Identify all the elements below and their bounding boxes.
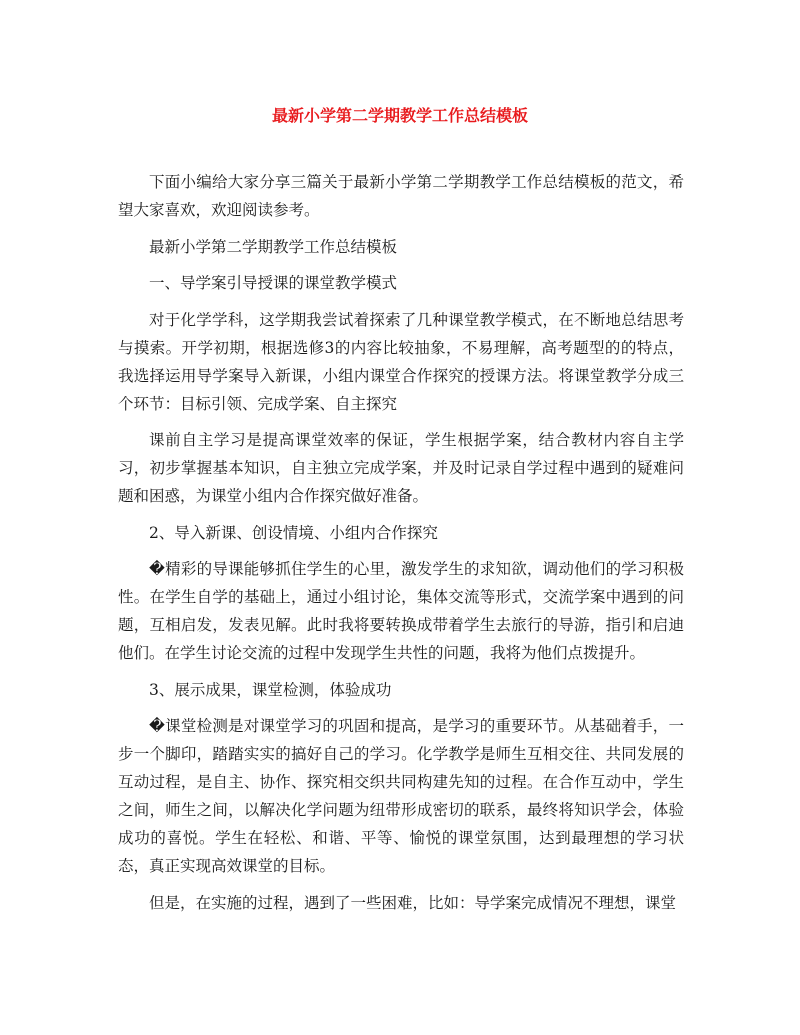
section-heading-2: 2、导入新课、创设情境、小组内合作探究	[149, 523, 438, 542]
paragraph-intro: 下面小编给大家分享三篇关于最新小学第二学期教学工作总结模板的范文，希望大家喜欢，欢迎阅读参考。	[118, 173, 684, 219]
paragraph-subtitle: 最新小学第二学期教学工作总结模板	[149, 237, 398, 256]
paragraph: �精彩的导课能够抓住学生的心里，激发学生的求知欲，调动他们的学习积极性。在学生自学的基础上，通过小组讨论，集体交流等形式，交流学案中遇到的问题，互相启发，发表见解。此时我将要转换成带着学生去旅行的导游，指引和启迪他们。在学生讨论交流的过程中发现学生共性的问题，我将为他们点拨提升。	[118, 560, 684, 662]
paragraph: 课前自主学习是提高课堂效率的保证，学生根据学案，结合教材内容自主学习，初步掌握基本知识，自主独立完成学案，并及时记录自学过程中遇到的疑难问题和困惑，为课堂小组内合作探究做好准备。	[118, 431, 684, 505]
paragraph: 但是，在实施的过程，遇到了一些困难，比如：导学案完成情况不理想，课堂	[149, 893, 677, 912]
section-heading-1: 一、导学案引导授课的课堂教学模式	[149, 274, 398, 292]
document-title: 最新小学第二学期教学工作总结模板	[271, 106, 528, 125]
paragraph: 对于化学学科，这学期我尝试着探索了几种课堂教学模式，在不断地总结思考与摸索。开学初期，根据选修3的内容比较抽象，不易理解，高考题型的的特点，我选择运用导学案导入新课，小组内课堂合作探究的授课方法。将课堂教学分成三个环节：目标引领、完成学案、自主探究	[118, 310, 684, 413]
document-body	[118, 168, 684, 917]
paragraph: �课堂检测是对课堂学习的巩固和提高，是学习的重要环节。从基础着手，一步一个脚印，踏踏实实的搞好自己的学习。化学教学是师生互相交往、共同发展的互动过程，是自主、协作、探究相交织共同构建先知的过程。在合作互动中，学生之间，师生之间，以解决化学问题为纽带形成密切的联系，最终将知识学会，体验成功的喜悦。学生在轻松、和谐、平等、愉悦的课堂氛围，达到最理想的学习状态，真正实现高效课堂的目标。	[118, 717, 684, 875]
section-heading-3: 3、展示成果，课堂检测，体验成功	[149, 680, 392, 699]
